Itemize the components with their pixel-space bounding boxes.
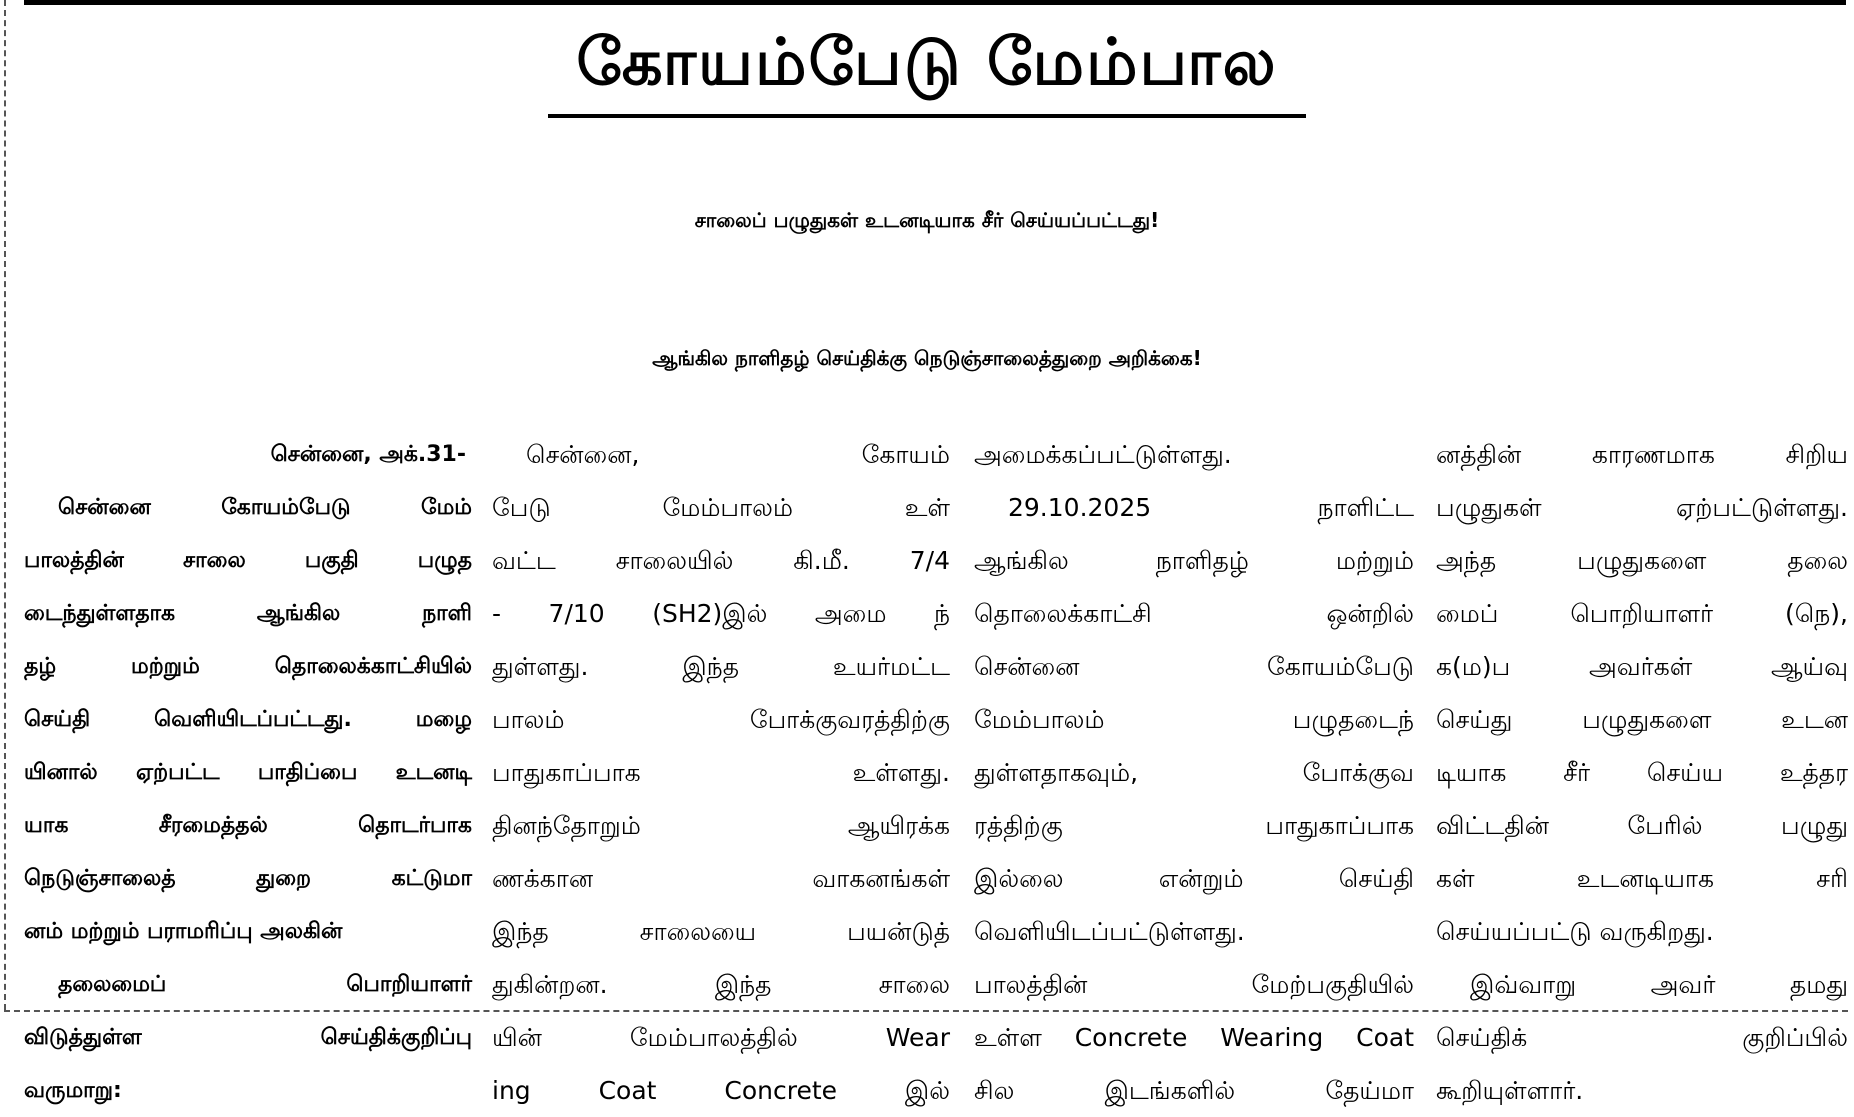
body-line: மைப் பொறியாளர் (நெ), <box>1436 599 1848 628</box>
body-line: பழுதுகள் ஏற்பட்டுள்ளது. <box>1436 493 1848 522</box>
body-line: - 7/10 (SH2)இல் அமை ந் <box>492 599 950 628</box>
subheadline: ஆங்கில நாளிதழ் செய்திக்கு நெடுஞ்சாலைத்துறை அறிக்கை! <box>652 346 1202 370</box>
body-line: யினால் ஏற்பட்ட பாதிப்பை உடனடி <box>24 760 472 785</box>
body-line: செய்யப்பட்டு வருகிறது. <box>1436 917 1714 946</box>
kicker-wrap <box>0 22 1854 118</box>
column-1 <box>24 428 472 1103</box>
body-line: னத்தின் காரணமாக சிறிய <box>1436 440 1848 469</box>
body-line: ing Coat Concrete இல் <box>492 1076 950 1105</box>
body-line: செய்திக் குறிப்பில் <box>1436 1023 1848 1052</box>
body-line: யாக சீரமைத்தல் தொடர்பாக <box>24 813 472 838</box>
top-rule <box>24 0 1846 5</box>
body-line: மேம்பாலம் பழுதடைந் <box>974 705 1414 734</box>
column-4 <box>1436 428 1848 1105</box>
body-line: நெடுஞ்சாலைத் துறை கட்டுமா <box>24 866 472 891</box>
article-body <box>18 428 1848 1105</box>
body-line: சென்னை கோயம்பேடு <box>974 652 1414 681</box>
body-line: வெளியிடப்பட்டுள்ளது. <box>974 917 1245 946</box>
body-line: இந்த சாலையை பயன்டுத் <box>492 917 950 946</box>
body-line: உள்ள Concrete Wearing Coat <box>974 1023 1414 1052</box>
body-line: டைந்துள்ளதாக ஆங்கில நாளி <box>24 601 472 626</box>
body-line: தினந்தோறும் ஆயிரக்க <box>492 811 950 840</box>
body-line: செய்து பழுதுகளை உடன <box>1436 705 1848 734</box>
dateline: சென்னை, அக்.31- <box>270 442 466 467</box>
column-2 <box>492 428 950 1105</box>
body-line: 29.10.2025 நாளிட்ட <box>1008 493 1414 522</box>
body-line: தழ் மற்றும் தொலைக்காட்சியில் <box>24 654 472 679</box>
headline: சாலைப் பழுதுகள் உடனடியாக சீர் செய்யப்பட்டது! <box>694 208 1160 232</box>
body-line: ணக்கான வாகனங்கள் <box>492 864 950 893</box>
body-line: விட்டதின் பேரில் பழுது <box>1436 811 1848 840</box>
body-line: ஆங்கில நாளிதழ் மற்றும் <box>974 546 1414 575</box>
body-line: யின் மேம்பாலத்தில் Wear <box>492 1023 950 1052</box>
body-line: பாலத்தின் மேற்பகுதியில் <box>974 970 1414 999</box>
body-line: வருமாறு: <box>24 1078 122 1103</box>
body-line: செய்தி வெளியிடப்பட்டது. மழை <box>24 707 472 732</box>
body-line: துள்ளதாகவும், போக்குவ <box>974 758 1414 787</box>
body-line: கள் உடனடியாக சரி <box>1436 864 1848 893</box>
body-line: பேடு மேம்பாலம் உள் <box>492 493 950 522</box>
body-line: பாலத்தின் சாலை பகுதி பழுத <box>24 548 472 573</box>
body-line: பாதுகாப்பாக உள்ளது. <box>492 758 950 787</box>
body-line: அமைக்கப்பட்டுள்ளது. <box>974 440 1232 469</box>
body-line: விடுத்துள்ள செய்திக்குறிப்பு <box>24 1025 472 1050</box>
kicker: கோயம்பேடு மேம்பால <box>548 22 1305 118</box>
body-line: சென்னை, கோயம் <box>526 440 950 469</box>
body-line: இவ்வாறு அவர் தமது <box>1470 970 1848 999</box>
body-line: ரத்திற்கு பாதுகாப்பாக <box>974 811 1414 840</box>
body-line: தொலைக்காட்சி ஒன்றில் <box>974 599 1414 628</box>
body-line: பாலம் போக்குவரத்திற்கு <box>492 705 950 734</box>
body-line: வட்ட சாலையில் கி.மீ. 7/4 <box>492 546 950 575</box>
body-line: தலைமைப் பொறியாளர் <box>58 972 472 997</box>
body-line: க(ம)ப அவர்கள் ஆய்வு <box>1436 652 1848 681</box>
body-line: டியாக சீர் செய்ய உத்தர <box>1436 758 1848 787</box>
body-line: சில இடங்களில் தேய்மா <box>974 1076 1414 1105</box>
body-line: சென்னை கோயம்பேடு மேம் <box>58 495 472 520</box>
body-line: துகின்றன. இந்த சாலை <box>492 970 950 999</box>
body-line: னம் மற்றும் பராமரிப்பு அலகின் <box>24 919 343 944</box>
body-line: அந்த பழுதுகளை தலை <box>1436 546 1848 575</box>
body-line: துள்ளது. இந்த உயர்மட்ட <box>492 652 950 681</box>
body-line: கூறியுள்ளார். <box>1436 1076 1584 1105</box>
body-line: இல்லை என்றும் செய்தி <box>974 864 1414 893</box>
column-3 <box>974 428 1414 1105</box>
